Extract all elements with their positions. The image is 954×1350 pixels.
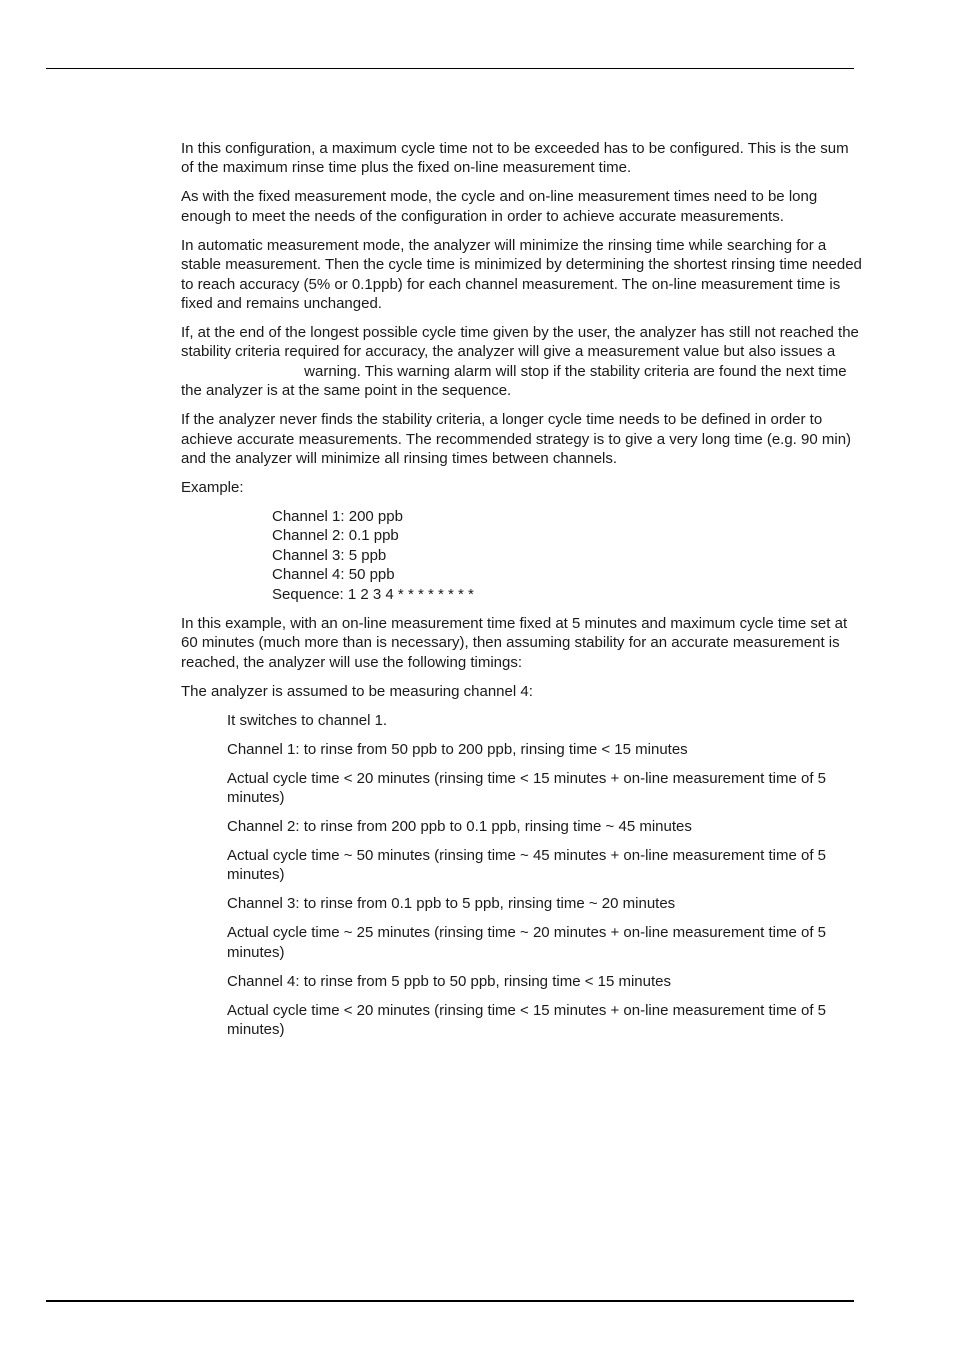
timing-step: Channel 3: to rinse from 0.1 ppb to 5 ppb, rinsing time ~ 20 minutes bbox=[227, 895, 676, 913]
paragraph-stability-warning-start: If, at the end of the longest possible cycle time given by the user, the analyzer has still not reached the stability criteria required for accuracy, the analyzer will give a measurement value but also issues a bbox=[181, 324, 859, 361]
timing-step: It switches to channel 1. bbox=[227, 711, 388, 729]
paragraph-fixed-mode: As with the fixed measurement mode, the cycle and on-line measurement times need to be long enough to meet the needs of the configuration in order to achieve accurate measurements. bbox=[181, 188, 818, 225]
paragraph-automatic-mode: In automatic measurement mode, the analyzer will minimize the rinsing time while searching for a stable measurement. Then the cycle time is minimized by determining the shortest rinsing time needed to reach accuracy (5% or 0.1ppb) for each channel measurement. The on-line measurement time is fixed and remains unchanged. bbox=[181, 236, 862, 313]
timing-step: Actual cycle time ~ 50 minutes (rinsing time ~ 45 minutes + on-line measurement time of 5 minutes) bbox=[227, 846, 827, 884]
timing-step: Actual cycle time < 20 minutes (rinsing time < 15 minutes + on-line measurement time of 5 minutes) bbox=[227, 769, 827, 806]
example-channel-3: Channel 3: 5 ppb bbox=[272, 546, 387, 564]
example-channel-1: Channel 1: 200 ppb bbox=[272, 508, 403, 526]
example-block bbox=[272, 507, 863, 604]
paragraph-example-explanation: In this example, with an on-line measurement time fixed at 5 minutes and maximum cycle time set at 60 minutes (much more than is necessary), then assuming stability for an accurate measurement is reached, the analyzer will use the following timings: bbox=[181, 614, 848, 671]
example-channel-4: Channel 4: 50 ppb bbox=[272, 566, 395, 584]
paragraph-assumption: The analyzer is assumed to be measuring channel 4: bbox=[181, 682, 533, 700]
timing-step: Channel 2: to rinse from 200 ppb to 0.1 ppb, rinsing time ~ 45 minutes bbox=[227, 817, 692, 835]
paragraph-cycle-strategy: If the analyzer never finds the stability criteria, a longer cycle time needs to be defined in order to achieve accurate measurements. The recommended strategy is to give a very long time (e.g. 90 min) and the analyzer will minimize all rinsing times between channels. bbox=[181, 411, 852, 468]
timing-step: Actual cycle time < 20 minutes (rinsing time < 15 minutes + on-line measurement time of 5 minutes) bbox=[227, 1001, 827, 1039]
example-sequence: Sequence: 1 2 3 4 * * * * * * * * bbox=[272, 585, 474, 603]
timing-step: Channel 4: to rinse from 5 ppb to 50 ppb, rinsing time < 15 minutes bbox=[227, 972, 672, 990]
paragraph-stability-warning-end: warning. This warning alarm will stop if the stability criteria are found the next time the analyzer is at the same point in the sequence. bbox=[181, 362, 847, 400]
timing-step: Channel 1: to rinse from 50 ppb to 200 ppb, rinsing time < 15 minutes bbox=[227, 740, 688, 758]
example-channel-2: Channel 2: 0.1 ppb bbox=[272, 527, 399, 545]
timing-step: Actual cycle time ~ 25 minutes (rinsing time ~ 20 minutes + on-line measurement time of 5 minutes) bbox=[227, 924, 827, 961]
paragraph-stability-warning bbox=[181, 323, 863, 401]
header-rule bbox=[46, 68, 854, 69]
example-label: Example: bbox=[181, 479, 244, 497]
paragraph-config: In this configuration, a maximum cycle time not to be exceeded has to be configured. This is the sum of the maximum rinse time plus the fixed on-line measurement time. bbox=[181, 140, 849, 177]
footer-rule bbox=[46, 1300, 854, 1302]
document-body bbox=[181, 139, 863, 1049]
